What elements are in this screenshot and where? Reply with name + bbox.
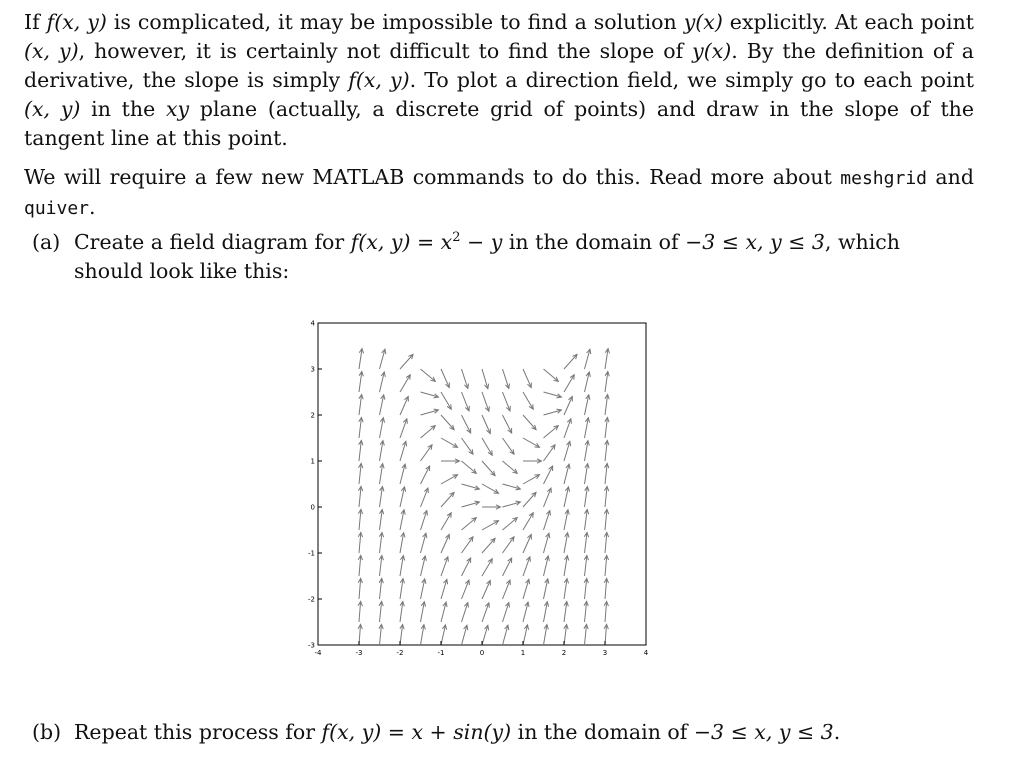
quiver-arrow [358, 509, 362, 530]
quiver-arrow [358, 555, 362, 576]
quiver-arrow [462, 537, 474, 553]
quiver-arrow [523, 438, 540, 447]
y-tick-label: 3 [310, 365, 315, 374]
quiver-arrow [400, 464, 406, 484]
quiver-arrow [380, 395, 385, 415]
quiver-arrow [523, 602, 529, 622]
quiver-arrow [585, 372, 591, 392]
quiver-arrow [482, 438, 492, 455]
quiver-arrow [564, 625, 568, 645]
y-tick-label: -3 [308, 641, 315, 650]
quiver-arrow [400, 533, 405, 553]
quiver-arrow [400, 556, 405, 576]
quiver-arrow [564, 375, 574, 392]
quiver-arrow [544, 409, 562, 415]
quiver-arrow [380, 464, 385, 484]
y-tick-label: -1 [308, 549, 315, 558]
quiver-arrow [564, 441, 571, 461]
quiver-arrow [544, 392, 562, 398]
quiver-arrow [564, 419, 571, 438]
quiver-arrow [421, 369, 436, 381]
quiver-arrow [359, 372, 363, 392]
quiver-arrow [482, 538, 495, 553]
quiver-arrow [482, 603, 489, 622]
quiver-arrow [421, 445, 433, 461]
quiver-arrow [605, 417, 609, 438]
quiver-arrow [462, 580, 470, 599]
quiver-arrow [544, 511, 551, 530]
quiver-arrow [441, 513, 451, 530]
intro-paragraph: If f(x, y) is complicated, it may be impossible to find a solution y(x) explicitly. At each point (x, y), however, it is certainly not difficult to find the slope of y(x). By the definition of a derivative, the slope is simply f(x, y). To plot a direction field, we simply go to each point (x, y) in the xy plane (actually, a discrete grid of points) and draw in the slope of the tangent line at this point. [24, 10, 975, 150]
quiver-arrow [462, 518, 477, 530]
quiver-arrow [585, 441, 590, 461]
x-tick-label: 4 [643, 649, 649, 657]
quiver-arrow [400, 375, 410, 392]
exercise-item-a [32, 228, 974, 286]
item-label: (b) [32, 720, 62, 744]
quiver-arrow [421, 466, 430, 484]
quiver-arrow [400, 354, 413, 369]
quiver-arrow [544, 466, 553, 484]
quiver-arrow [482, 580, 490, 599]
quiver-arrow [358, 532, 362, 553]
quiver-arrow [523, 369, 531, 388]
quiver-arrow [421, 579, 426, 599]
quiver-arrow [441, 492, 454, 507]
quiver-arrow [604, 555, 608, 576]
item-label: (a) [32, 230, 61, 254]
quiver-arrow [503, 438, 515, 454]
quiver-arrow [503, 518, 518, 530]
quiver-arrow [462, 438, 474, 454]
quiver-arrow [564, 533, 569, 553]
item-text: Repeat this process for f(x, y) = x + sin(y) in the domain of −3 ≤ x, y ≤ 3. [74, 720, 841, 744]
x-tick-label: -1 [437, 649, 445, 657]
quiver-arrow [604, 486, 608, 507]
quiver-arrow [462, 484, 480, 490]
quiver-arrow [421, 556, 427, 576]
quiver-arrow [523, 492, 536, 507]
quiver-arrow [441, 392, 451, 409]
quiver-arrow [544, 556, 550, 576]
quiver-arrow [358, 601, 362, 622]
quiver-arrow [503, 369, 510, 388]
quiver-arrow [523, 579, 530, 599]
quiver-arrow [604, 578, 608, 599]
quiver-arrow [421, 511, 428, 530]
quiver-arrow [441, 415, 454, 430]
quiver-arrow [564, 464, 570, 484]
quiver-arrow [564, 556, 569, 576]
quiver-arrow [585, 487, 589, 507]
y-tick-label: 0 [310, 503, 315, 512]
quiver-arrow [358, 486, 362, 507]
quiver-arrow [380, 441, 385, 461]
quiver-arrow [400, 510, 405, 530]
quiver-arrow [544, 488, 552, 507]
quiver-arrow [482, 484, 499, 493]
x-tick-label: 2 [561, 649, 567, 657]
quiver-arrow [441, 602, 447, 622]
quiver-arrow [379, 555, 383, 576]
item-text: Create a field diagram for f(x, $y) = x^2 - y$ in the domain of −3 ≤ x, y ≤ 3, which should look like this: [74, 230, 900, 283]
quiver-arrow [503, 580, 511, 599]
quiver-arrow [584, 601, 588, 622]
quiver-arrow [544, 533, 550, 553]
x-tick-label: -2 [396, 649, 404, 657]
quiver-arrow [482, 625, 489, 645]
quiver-arrow [584, 555, 588, 576]
quiver-arrow [544, 625, 549, 645]
quiver-arrow [584, 510, 588, 530]
quiver-arrow [523, 475, 540, 484]
quiver-arrow [544, 445, 556, 461]
quiver-arrow [482, 392, 489, 411]
quiver-arrow [585, 418, 590, 438]
quiver-arrow [421, 625, 426, 645]
quiver-arrows [358, 349, 609, 645]
quiver-arrow [605, 372, 609, 392]
quiver-arrow [380, 372, 386, 392]
quiver-arrow [523, 557, 530, 576]
quiver-arrow [584, 532, 588, 553]
quiver-arrow [380, 487, 384, 507]
quiver-arrow [379, 578, 383, 599]
quiver-arrow [462, 415, 471, 433]
quiver-arrow [585, 464, 590, 484]
quiver-arrow [503, 603, 510, 622]
y-tick-label: 2 [310, 411, 315, 420]
quiver-arrow [380, 349, 386, 369]
quiver-arrow [585, 349, 591, 369]
quiver-arrow [379, 510, 383, 530]
meshgrid-command: meshgrid [840, 168, 927, 189]
quiver-arrow [584, 578, 588, 599]
y-tick-label: 4 [310, 319, 315, 328]
quiver-arrow [604, 532, 608, 553]
quiver-arrow [503, 415, 512, 433]
quiver-arrow [379, 624, 383, 645]
quiver-arrow [400, 441, 407, 461]
quiver-arrow [380, 418, 385, 438]
quiver-arrow [379, 601, 383, 622]
quiver-arrow [564, 396, 572, 415]
quiver-arrow [523, 513, 533, 530]
quiver-arrow [605, 395, 609, 415]
quiver-arrow [400, 419, 407, 438]
quiver-command: quiver [24, 198, 90, 219]
quiver-arrow [605, 463, 609, 484]
quiver-arrow [421, 533, 427, 553]
quiver-arrow [523, 415, 536, 430]
direction-field-plot [290, 318, 660, 663]
quiver-arrow [482, 521, 499, 530]
quiver-arrow [584, 624, 588, 645]
quiver-arrow [462, 392, 470, 411]
quiver-arrow [564, 602, 568, 622]
quiver-arrow [462, 625, 468, 645]
quiver-arrow [503, 484, 521, 490]
quiver-arrow [421, 392, 439, 398]
quiver-arrow [462, 461, 477, 473]
quiver-arrow [421, 488, 429, 507]
quiver-arrow [564, 487, 570, 507]
quiver-arrow [441, 625, 447, 645]
quiver-arrow [503, 501, 521, 507]
x-tick-label: 0 [479, 649, 485, 657]
quiver-arrow [544, 579, 549, 599]
x-tick-label: -4 [314, 649, 322, 657]
quiver-arrow [400, 487, 406, 507]
quiver-arrow [604, 601, 608, 622]
quiver-arrow [441, 557, 448, 576]
quiver-arrow [359, 440, 363, 461]
quiver-arrow [421, 426, 436, 438]
quiver-arrow [523, 534, 531, 553]
x-tick-label: -3 [355, 649, 363, 657]
quiver-arrow [503, 558, 512, 576]
quiver-arrow [400, 602, 404, 622]
quiver-arrow [503, 392, 511, 411]
quiver-arrow [564, 579, 569, 599]
quiver-arrow [604, 509, 608, 530]
quiver-arrow [359, 463, 363, 484]
exercise-item-b [32, 718, 974, 747]
quiver-arrow [523, 392, 533, 409]
y-tick-label: -2 [308, 595, 315, 604]
quiver-arrow [400, 625, 404, 645]
matlab-commands-paragraph: We will require a few new MATLAB commands to do this. Read more about meshgrid and quiver. [24, 165, 974, 219]
quiver-arrow [441, 534, 449, 553]
quiver-arrow [441, 475, 458, 484]
quiver-arrow [400, 579, 405, 599]
quiver-arrow [421, 409, 439, 415]
x-tick-label: 1 [520, 649, 526, 657]
quiver-arrow [358, 578, 362, 599]
quiver-arrow [462, 501, 480, 507]
quiver-arrow [462, 369, 469, 388]
quiver-arrow [462, 603, 469, 622]
quiver-arrow [544, 602, 549, 622]
quiver-arrow [564, 354, 577, 369]
quiver-arrow [523, 625, 529, 645]
quiver-arrow [544, 369, 559, 381]
quiver-arrow [503, 537, 515, 553]
quiver-arrow [359, 395, 363, 415]
x-tick-label: 3 [602, 649, 608, 657]
quiver-arrow [359, 417, 363, 438]
quiver-arrow [482, 461, 495, 476]
quiver-arrow [462, 558, 471, 576]
quiver-arrow [503, 625, 509, 645]
quiver-arrow [400, 396, 408, 415]
quiver-arrow [482, 505, 500, 509]
quiver-arrow [523, 459, 541, 463]
quiver-arrow [441, 579, 448, 599]
quiver-arrow [544, 426, 559, 438]
quiver-arrow [359, 349, 364, 369]
quiver-arrow [441, 369, 449, 388]
y-tick-label: 1 [310, 457, 315, 466]
quiver-arrow [482, 559, 492, 576]
quiver-arrow [441, 459, 459, 463]
quiver-arrow [605, 440, 609, 461]
quiver-arrow [482, 369, 489, 389]
quiver-arrow [564, 510, 569, 530]
quiver-arrow [379, 532, 383, 553]
quiver-arrow [605, 349, 610, 369]
quiver-arrow [503, 461, 518, 473]
quiver-arrow [421, 602, 426, 622]
quiver-arrow [441, 438, 458, 447]
quiver-arrow [585, 395, 590, 415]
quiver-arrow [482, 415, 490, 434]
